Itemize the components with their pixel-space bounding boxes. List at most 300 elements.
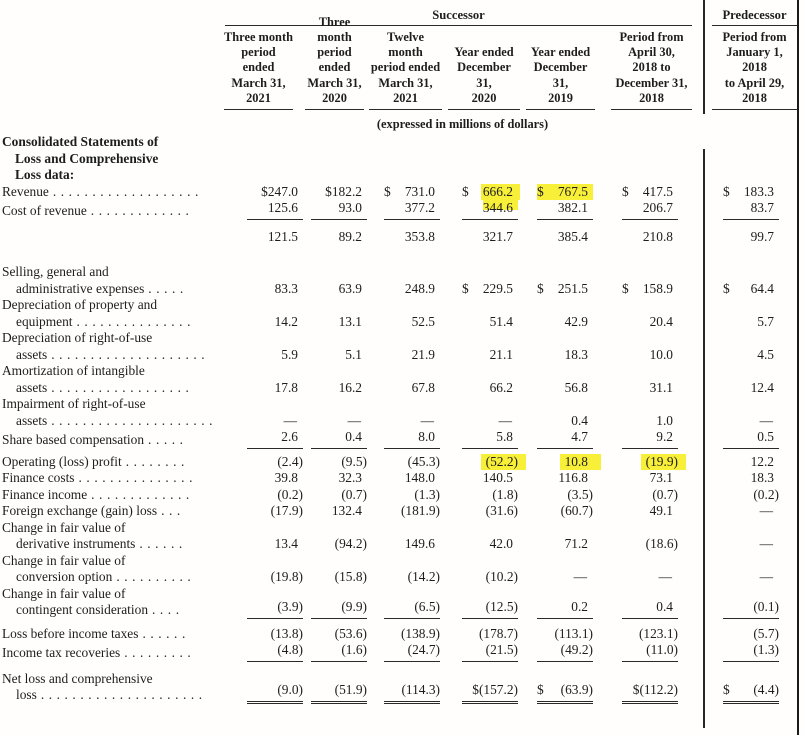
value-cell [703,662,804,704]
value-text: 0.2 [571,599,588,614]
value-cell [305,503,369,520]
group-header-row [0,0,804,26]
value-text: — [759,503,773,518]
numeric-value [384,200,440,220]
leader-dots: . . . . . . . . . . . . . [90,203,190,218]
value-cell [222,220,305,252]
numeric-value [247,569,303,586]
value-cell [222,487,305,504]
numeric-value [462,626,518,643]
header-line: period ended [241,45,276,75]
value-text: 148.0 [404,470,435,485]
numeric-value [247,347,303,364]
row-label-line: Change in fair value of [2,585,126,601]
numeric-value [384,626,440,643]
currency-symbol: $ [537,280,544,296]
value-text: (12.5) [485,599,518,614]
leader-dots: . . . . . . . . . . . . . . . . . . . . . [40,687,203,702]
value-text: (138.9) [400,625,440,641]
value-text: 666.2 [483,184,518,201]
numeric-value [537,682,593,704]
value-text: (1.3) [753,642,779,657]
row-label [0,662,222,704]
value-cell [520,363,595,396]
numeric-value [723,200,779,220]
table-row [0,470,804,487]
header-line: 2020 [322,90,347,105]
leader-dots: . . . . . [148,280,184,296]
value-text: (18.6) [645,536,678,551]
table-row [0,396,804,429]
numeric-value [247,470,303,487]
currency-symbol: $ [622,280,629,296]
value-cell [369,553,442,586]
table-row [0,487,804,504]
period-column-header [369,26,442,110]
value-text: 73.1 [649,470,673,485]
numeric-value [311,536,367,553]
value-cell [305,184,369,201]
numeric-value [384,569,440,586]
numeric-value [723,470,779,487]
numeric-value [622,470,678,487]
empty-label-cell [0,110,222,134]
numeric-value [723,281,779,298]
value-cell [222,586,305,619]
value-cell [442,251,520,297]
leader-dots: . . . . . . . . . . . . . . . . . . . . [51,346,206,362]
header-line: 2018 [742,90,767,105]
value-text: (9.0) [277,682,303,697]
value-cell [442,449,520,471]
value-text: 14.2 [274,313,298,329]
period-column-header [222,26,305,110]
header-line: March 31, [378,75,433,90]
numeric-value [384,682,440,704]
row-label [0,586,222,619]
value-cell [369,220,442,252]
numeric-value [311,200,367,220]
row-label-line: Depreciation of right-of-use [2,330,153,345]
numeric-value [311,413,367,430]
numeric-value [723,626,779,643]
numeric-value [622,281,678,298]
value-text: (1.8) [492,486,518,502]
numeric-value [723,487,779,504]
numeric-value [462,642,518,662]
numeric-value [384,536,440,553]
numeric-value [537,470,593,487]
value-cell [595,586,703,619]
value-cell [520,184,595,201]
row-label-line: equipment . . . . . . . . . . . . . . . [16,313,192,329]
numeric-value [537,429,593,449]
table-row [0,251,804,297]
numeric-value [723,380,779,397]
header-line: 2018 [742,60,767,75]
value-cell [369,429,442,449]
value-cell [369,449,442,471]
currency-symbol: $ [261,183,268,199]
currency-symbol: $ [537,682,544,697]
value-cell [703,642,804,662]
row-label-line: assets . . . . . . . . . . . . . . . . . . [16,379,190,395]
value-cell [305,553,369,586]
value-cell [442,396,520,429]
value-text: (19.9) [645,453,678,469]
row-label-line: Finance income . . . . . . . . . . . . . [2,486,190,502]
value-text: 89.2 [338,228,362,244]
value-cell [703,586,804,619]
numeric-value [311,642,367,662]
value-cell [369,586,442,619]
value-text: 16.2 [338,379,362,395]
numeric-value [537,626,593,643]
numeric-value [384,429,440,449]
value-text: (45.3) [407,453,440,469]
numeric-value [537,642,593,662]
value-cell [369,297,442,330]
value-cell [595,503,703,520]
numeric-value [247,200,303,220]
row-label-line: assets . . . . . . . . . . . . . . . . . . . . . [16,412,214,428]
value-cell [222,662,305,704]
value-text: 64.4 [750,280,774,296]
leader-dots: . . . . . . . . . . . . . . . . . . . . . [51,412,214,428]
predecessor-separator-line-top [703,0,705,114]
value-cell [703,396,804,429]
value-text: (52.2) [485,453,518,469]
value-cell [520,662,595,704]
value-cell [520,642,595,662]
value-text: 247.0 [267,183,298,199]
row-label [0,363,222,396]
numeric-value [462,347,518,364]
value-text: (1.3) [414,486,440,502]
value-cell [442,642,520,662]
table-row [0,662,804,704]
numeric-value [537,487,593,504]
numeric-value [622,429,678,449]
currency-symbol: $ [537,183,544,199]
numeric-value [537,184,593,201]
value-text: (31.6) [485,503,518,518]
numeric-value [311,184,367,201]
value-text: 0.4 [656,599,673,614]
value-text: (49.2) [560,642,593,657]
numeric-value [537,503,593,520]
value-text: (11.0) [646,642,678,657]
section-title [0,134,804,184]
header-line: March 31, [307,75,362,90]
numeric-value [622,626,678,643]
value-text: 344.6 [483,200,518,217]
value-cell [703,503,804,520]
predecessor-group-label: Predecessor [712,0,797,26]
numeric-value [247,599,303,619]
value-text: 116.8 [558,470,588,485]
value-cell [222,363,305,396]
numeric-value [311,229,367,246]
numeric-value [247,536,303,553]
value-text: 206.7 [642,200,673,215]
numeric-value [723,413,779,430]
value-cell [305,642,369,662]
value-text: 140.5 [482,470,513,485]
value-cell [520,503,595,520]
row-label-line: Amortization of intangible [2,363,145,378]
value-text: 251.5 [557,280,588,296]
value-cell [305,470,369,487]
numeric-value [622,347,678,364]
value-cell [369,487,442,504]
value-text: 353.8 [404,228,435,244]
numeric-value [723,599,779,619]
value-text: (0.2) [753,486,779,502]
value-text: 121.5 [267,228,298,244]
value-text: 13.1 [338,313,362,329]
row-label-line: Operating (loss) profit . . . . . . . . [2,453,185,469]
numeric-value [384,487,440,504]
value-cell [595,429,703,449]
value-cell [369,330,442,363]
value-cell [703,619,804,643]
value-cell [595,449,703,471]
numeric-value [384,413,440,430]
empty-corner-cell [0,0,222,26]
value-cell [520,396,595,429]
value-cell [305,297,369,330]
numeric-value [622,503,678,520]
value-cell [595,297,703,330]
numeric-value [462,429,518,449]
value-cell [222,449,305,471]
leader-dots: . . . . . . . . . . . . . . . . . . [51,379,190,395]
header-line: 2020 [471,90,497,105]
header-line: Year ended [454,45,514,60]
value-text: 132.4 [331,503,362,518]
value-cell [369,470,442,487]
value-text: (10.2) [485,569,518,584]
row-label [0,184,222,201]
numeric-value [537,281,593,298]
section-title-row [0,134,804,184]
value-cell [520,553,595,586]
numeric-value [384,229,440,246]
numeric-value [723,642,779,662]
value-text: — [347,412,361,428]
value-text: 182.2 [331,183,362,199]
value-cell [222,520,305,553]
value-cell [520,200,595,220]
period-column-header [520,26,595,110]
value-cell [305,429,369,449]
row-label-line: Share based compensation . . . . . [2,432,184,447]
value-text: 10.8 [565,454,593,471]
numeric-value [384,380,440,397]
value-text: (63.9) [560,682,593,697]
value-text: 21.9 [411,346,435,362]
value-text: 51.4 [489,313,513,329]
value-cell [520,251,595,297]
value-cell [369,503,442,520]
value-text: (0.1) [753,599,779,614]
numeric-value [247,429,303,449]
value-cell [595,520,703,553]
value-cell [703,220,804,252]
leader-dots: . . . . . . . . . . [116,569,192,584]
value-cell [222,553,305,586]
header-line: Twelve month [387,29,424,60]
numeric-value [462,682,518,704]
value-text: — [573,569,587,584]
value-text: (178.7) [478,625,518,641]
numeric-value [723,454,779,471]
row-label-line: Change in fair value of [2,519,126,535]
value-cell [520,520,595,553]
currency-symbol: $ [472,682,479,697]
value-text: (2.4) [277,453,303,469]
value-text: 183.3 [743,183,774,199]
row-label-line: Foreign exchange (gain) loss . . . [2,503,181,518]
numeric-value [384,347,440,364]
value-cell [595,662,703,704]
numeric-value [384,281,440,298]
value-text: (181.9) [400,503,440,518]
value-text: 31.1 [649,379,673,395]
value-text: (3.5) [567,486,593,502]
numeric-value [311,314,367,331]
numeric-value [384,642,440,662]
period-column-header [703,26,804,110]
value-cell [222,429,305,449]
value-cell [442,200,520,220]
value-cell [222,642,305,662]
value-text: (17.9) [270,503,303,518]
numeric-value [723,184,779,201]
numeric-value [247,626,303,643]
value-text: 385.4 [557,228,588,244]
value-text: 5.8 [496,429,513,444]
value-text: 0.5 [757,429,774,444]
row-label-line: Finance costs . . . . . . . . . . . . . . . [2,470,194,485]
row-label [0,520,222,553]
numeric-value [462,487,518,504]
value-text: — [759,569,773,584]
value-cell [369,520,442,553]
value-text: 1.0 [656,412,673,428]
period-column-header [442,26,520,110]
header-line: December 31, [533,60,588,90]
value-cell [595,396,703,429]
currency-symbol: $ [384,183,391,199]
numeric-value [247,413,303,430]
value-text: 63.9 [338,280,362,296]
numeric-value [311,429,367,449]
value-cell [442,586,520,619]
table-row [0,429,804,449]
numeric-value [723,536,779,553]
value-cell [595,220,703,252]
section-title-line: Consolidated Statements of [2,134,159,149]
numeric-value [622,487,678,504]
value-text: 4.7 [571,429,588,444]
value-text: 42.0 [489,536,513,551]
row-label [0,642,222,662]
value-text: — [283,412,297,428]
value-text: 10.0 [649,346,673,362]
value-text: (9.5) [341,453,367,469]
value-cell [305,220,369,252]
row-label-line: Net loss and comprehensive [2,670,153,686]
currency-symbol: $ [622,183,629,199]
header-line: 2021 [246,90,271,105]
period-column-header [305,14,369,110]
table-row [0,503,804,520]
value-cell [520,449,595,471]
value-text: 13.4 [274,536,298,551]
header-line: 2018 [639,90,664,105]
numeric-value [384,599,440,619]
value-cell [703,184,804,201]
value-cell [369,396,442,429]
value-cell [222,330,305,363]
table-row [0,330,804,363]
value-cell [222,251,305,297]
numeric-value [622,314,678,331]
value-text: 99.7 [750,228,774,244]
value-cell [703,200,804,220]
value-cell [305,520,369,553]
page-edge-line [797,0,799,735]
numeric-value [247,229,303,246]
numeric-value [384,503,440,520]
value-text: 229.5 [482,280,513,296]
row-label [0,449,222,471]
value-cell [595,642,703,662]
units-row [0,110,804,134]
value-cell [595,184,703,201]
numeric-value [622,413,678,430]
value-text: 417.5 [642,183,673,199]
value-text: (6.5) [414,599,440,614]
value-cell [520,297,595,330]
value-text: 12.4 [750,379,774,395]
table-row [0,619,804,643]
value-cell [442,619,520,643]
numeric-value [311,347,367,364]
leader-dots: . . . . . [148,432,184,447]
value-text: 32.3 [338,470,362,485]
value-cell [442,330,520,363]
value-cell [595,487,703,504]
value-cell [595,330,703,363]
value-cell [703,363,804,396]
row-label [0,297,222,330]
table-row [0,184,804,201]
value-cell [703,297,804,330]
value-text: (114.3) [401,682,440,697]
header-line: period ended [317,45,352,75]
numeric-value [622,229,678,246]
empty-label-cell [0,26,222,110]
header-line: 2019 [548,90,573,105]
value-text: 321.7 [482,228,513,244]
leader-dots: . . . . . . . . . . . . . . . . . . . [52,183,199,199]
numeric-value [723,569,779,586]
value-text: 12.2 [750,453,774,469]
numeric-value [462,569,518,586]
